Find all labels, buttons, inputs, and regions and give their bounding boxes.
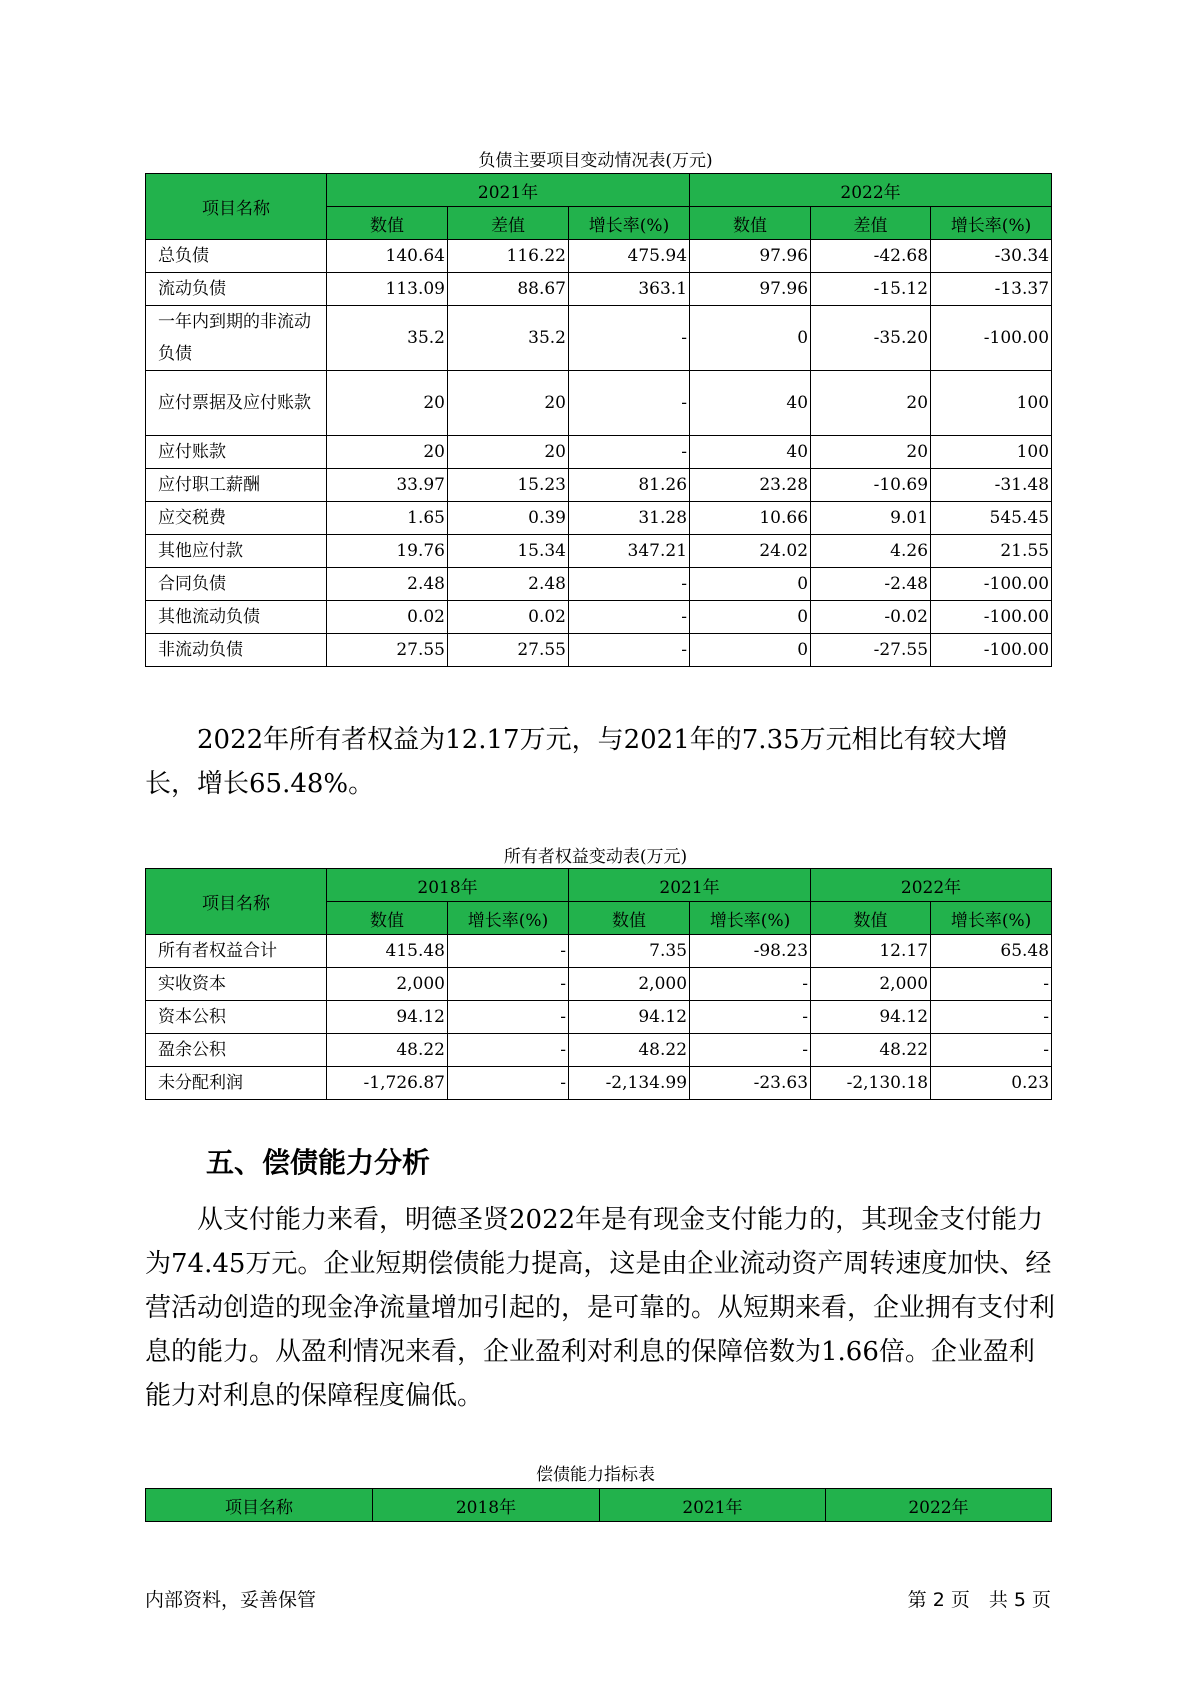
- table-row: [146, 502, 1052, 535]
- table-cell: 20: [448, 371, 569, 436]
- table-cell: -42.68: [811, 240, 931, 273]
- column-header: 增长率(%): [448, 902, 569, 935]
- table-cell: 97.96: [690, 273, 811, 306]
- table-cell: 35.2: [448, 306, 569, 371]
- row-label: 未分配利润: [146, 1067, 327, 1100]
- table-cell: -10.69: [811, 469, 931, 502]
- table-cell: 20: [448, 436, 569, 469]
- column-header-item-name: 项目名称: [146, 869, 327, 935]
- table-cell: -: [569, 601, 690, 634]
- table-cell: -: [448, 1067, 569, 1100]
- table-cell: 94.12: [811, 1001, 931, 1034]
- row-label: 应付账款: [146, 436, 327, 469]
- table-cell: -: [569, 371, 690, 436]
- row-label: 总负债: [146, 240, 327, 273]
- table-row: [146, 1067, 1052, 1100]
- column-header: 数值: [327, 902, 448, 935]
- column-header-item-name: 项目名称: [146, 174, 327, 240]
- table-cell: 48.22: [811, 1034, 931, 1067]
- table-cell: 81.26: [569, 469, 690, 502]
- table-cell: 2,000: [811, 968, 931, 1001]
- table-cell: 12.17: [811, 935, 931, 968]
- table-cell: 2,000: [569, 968, 690, 1001]
- table-cell: -: [448, 1034, 569, 1067]
- table-cell: -: [569, 568, 690, 601]
- table-row: [146, 568, 1052, 601]
- table-cell: 27.55: [448, 634, 569, 667]
- table-cell: 2.48: [448, 568, 569, 601]
- solvency-paragraph: [145, 1198, 1055, 1418]
- column-header: 数值: [327, 207, 448, 240]
- table-cell: -13.37: [931, 273, 1052, 306]
- footer-confidential-note: 内部资料，妥善保管: [145, 1589, 317, 1611]
- section-heading: 五、偿债能力分析: [206, 1146, 431, 1179]
- solvency-indicators-table: [145, 1488, 1052, 1522]
- table-cell: -35.20: [811, 306, 931, 371]
- table-cell: -: [448, 968, 569, 1001]
- liability-changes-table: [145, 173, 1052, 667]
- table-cell: -: [569, 306, 690, 371]
- column-header: 数值: [690, 207, 811, 240]
- table-cell: 19.76: [327, 535, 448, 568]
- table-cell: 415.48: [327, 935, 448, 968]
- table-cell: -100.00: [931, 568, 1052, 601]
- table-cell: 20: [811, 436, 931, 469]
- table-cell: -: [569, 634, 690, 667]
- table-row: [146, 634, 1052, 667]
- table-row: [146, 1034, 1052, 1067]
- table-cell: -: [448, 935, 569, 968]
- table-cell: 545.45: [931, 502, 1052, 535]
- table-cell: 2.48: [327, 568, 448, 601]
- column-header: 增长率(%): [569, 207, 690, 240]
- table-cell: 20: [327, 371, 448, 436]
- table-cell: 116.22: [448, 240, 569, 273]
- table-cell: 7.35: [569, 935, 690, 968]
- column-header: 数值: [811, 902, 931, 935]
- table-cell: 363.1: [569, 273, 690, 306]
- table3-caption: 偿债能力指标表: [536, 1465, 655, 1485]
- table-cell: -100.00: [931, 601, 1052, 634]
- column-header: 数值: [569, 902, 690, 935]
- year-header: 2021年: [600, 1489, 826, 1522]
- table-cell: -30.34: [931, 240, 1052, 273]
- table-cell: 0: [690, 306, 811, 371]
- year-header: 2022年: [690, 174, 1052, 207]
- table-row: [146, 968, 1052, 1001]
- table-row: [146, 1001, 1052, 1034]
- owners-equity-paragraph: [145, 718, 1055, 806]
- table-cell: 27.55: [327, 634, 448, 667]
- table-cell: 88.67: [448, 273, 569, 306]
- table-cell: -2,134.99: [569, 1067, 690, 1100]
- table1-caption: 负债主要项目变动情况表(万元): [478, 151, 713, 171]
- row-label: 资本公积: [146, 1001, 327, 1034]
- table-cell: -: [931, 1034, 1052, 1067]
- table-cell: -2.48: [811, 568, 931, 601]
- row-label: 其他应付款: [146, 535, 327, 568]
- table-row: [146, 371, 1052, 436]
- table-cell: 21.55: [931, 535, 1052, 568]
- table-cell: 24.02: [690, 535, 811, 568]
- table-row: [146, 306, 1052, 371]
- table-cell: -: [569, 436, 690, 469]
- year-header: 2022年: [811, 869, 1052, 902]
- table-cell: 40: [690, 436, 811, 469]
- table-cell: 94.12: [569, 1001, 690, 1034]
- column-header: 增长率(%): [690, 902, 811, 935]
- table-row: [146, 935, 1052, 968]
- table-cell: -31.48: [931, 469, 1052, 502]
- row-label: 所有者权益合计: [146, 935, 327, 968]
- table-cell: -23.63: [690, 1067, 811, 1100]
- column-header-item-name: 项目名称: [146, 1489, 373, 1522]
- table-cell: 35.2: [327, 306, 448, 371]
- table-cell: 0.02: [327, 601, 448, 634]
- table-cell: 0: [690, 568, 811, 601]
- row-label: 一年内到期的非流动负债: [146, 306, 327, 371]
- table-cell: 20: [327, 436, 448, 469]
- table-cell: 9.01: [811, 502, 931, 535]
- year-header: 2021年: [327, 174, 690, 207]
- table-cell: -27.55: [811, 634, 931, 667]
- row-label: 应付票据及应付账款: [146, 371, 327, 436]
- table-cell: 94.12: [327, 1001, 448, 1034]
- row-label: 其他流动负债: [146, 601, 327, 634]
- table-cell: -100.00: [931, 306, 1052, 371]
- row-label: 盈余公积: [146, 1034, 327, 1067]
- year-header: 2022年: [826, 1489, 1052, 1522]
- table-row: [146, 601, 1052, 634]
- row-label: 非流动负债: [146, 634, 327, 667]
- table-cell: -: [931, 1001, 1052, 1034]
- table-cell: 113.09: [327, 273, 448, 306]
- row-label: 应交税费: [146, 502, 327, 535]
- footer-page-number: 第 2 页 共 5 页: [907, 1589, 1051, 1611]
- table-cell: 33.97: [327, 469, 448, 502]
- row-label: 实收资本: [146, 968, 327, 1001]
- table-cell: 65.48: [931, 935, 1052, 968]
- table-cell: 0: [690, 634, 811, 667]
- owners-equity-table: [145, 868, 1052, 1100]
- table-cell: 48.22: [327, 1034, 448, 1067]
- table-cell: -15.12: [811, 273, 931, 306]
- table-cell: 140.64: [327, 240, 448, 273]
- table-cell: 2,000: [327, 968, 448, 1001]
- table-cell: 40: [690, 371, 811, 436]
- year-header: 2018年: [327, 869, 569, 902]
- table-cell: 15.34: [448, 535, 569, 568]
- table-cell: 48.22: [569, 1034, 690, 1067]
- table2-caption: 所有者权益变动表(万元): [503, 847, 688, 867]
- table-cell: 23.28: [690, 469, 811, 502]
- table-cell: -1,726.87: [327, 1067, 448, 1100]
- table-cell: 15.23: [448, 469, 569, 502]
- table-cell: 97.96: [690, 240, 811, 273]
- column-header: 增长率(%): [931, 207, 1052, 240]
- table-row: [146, 240, 1052, 273]
- year-header: 2018年: [373, 1489, 600, 1522]
- table-cell: 10.66: [690, 502, 811, 535]
- row-label: 合同负债: [146, 568, 327, 601]
- table-cell: 1.65: [327, 502, 448, 535]
- paragraph-text: 从支付能力来看，明德圣贤2022年是有现金支付能力的，其现金支付能力为74.45万元。企业短期偿债能力提高，这是由企业流动资产周转速度加快、经营活动创造的现金净流量增加引起的，是可靠的。从短期来看，企业拥有支付利息的能力。从盈利情况来看，企业盈利对利息的保障倍数为1.66倍。企业盈利能力对利息的保障程度偏低。: [145, 1205, 1056, 1411]
- column-header: 差值: [448, 207, 569, 240]
- table-cell: 20: [811, 371, 931, 436]
- year-header: 2021年: [569, 869, 811, 902]
- table-row: [146, 469, 1052, 502]
- row-label: 流动负债: [146, 273, 327, 306]
- table-cell: 0.23: [931, 1067, 1052, 1100]
- table-cell: -: [690, 1034, 811, 1067]
- column-header: 增长率(%): [931, 902, 1052, 935]
- table-cell: 100: [931, 436, 1052, 469]
- table-cell: 4.26: [811, 535, 931, 568]
- table-cell: -0.02: [811, 601, 931, 634]
- table-cell: -: [448, 1001, 569, 1034]
- table-cell: 100: [931, 371, 1052, 436]
- table-row: [146, 273, 1052, 306]
- paragraph-text: 2022年所有者权益为12.17万元，与2021年的7.35万元相比有较大增长，增长65.48%。: [145, 725, 1008, 799]
- table-cell: -: [690, 968, 811, 1001]
- table-cell: -100.00: [931, 634, 1052, 667]
- column-header: 差值: [811, 207, 931, 240]
- table-row: [146, 436, 1052, 469]
- table-cell: 0.02: [448, 601, 569, 634]
- table-cell: 475.94: [569, 240, 690, 273]
- table-cell: 347.21: [569, 535, 690, 568]
- row-label: 应付职工薪酬: [146, 469, 327, 502]
- table-cell: 0: [690, 601, 811, 634]
- table-row: [146, 535, 1052, 568]
- table-cell: -2,130.18: [811, 1067, 931, 1100]
- table-cell: 0.39: [448, 502, 569, 535]
- table-cell: 31.28: [569, 502, 690, 535]
- table-cell: -98.23: [690, 935, 811, 968]
- table-cell: -: [690, 1001, 811, 1034]
- table-cell: -: [931, 968, 1052, 1001]
